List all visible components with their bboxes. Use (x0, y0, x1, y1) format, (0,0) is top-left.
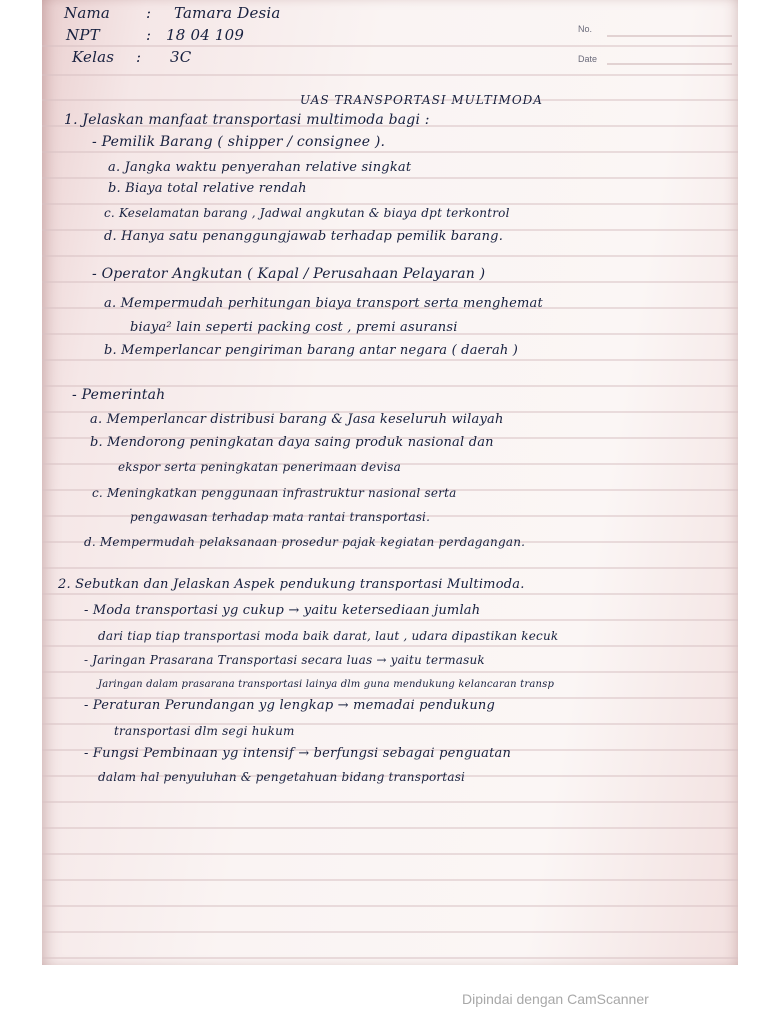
answer-line: c. Meningkatkan penggunaan infrastruktur nasional serta (92, 486, 457, 500)
answer-line: dari tiap tiap transportasi moda baik darat, laut , udara dipastikan kecuk (98, 629, 559, 643)
answer-line: - Moda transportasi yg cukup → yaitu ketersediaan jumlah (84, 603, 481, 618)
answer-line: dalam hal penyuluhan & pengetahuan bidang transportasi (98, 770, 466, 784)
answer-line: Jaringan dalam prasarana transportasi lainya dlm guna mendukung kelancaran transp (98, 679, 555, 690)
npt-label: NPT (66, 26, 100, 44)
answer-line: biaya² lain seperti packing cost , premi asuransi (130, 320, 458, 335)
nama-value: Tamara Desia (174, 4, 281, 22)
kelas-label: Kelas (72, 48, 115, 66)
answer-line: c. Keselamatan barang , Jadwal angkutan & biaya dpt terkontrol (104, 206, 510, 220)
scanner-watermark: Dipindai dengan CamScanner (462, 991, 649, 1007)
answer-line: transportasi dlm segi hukum (114, 724, 295, 738)
kelas-value: 3C (170, 48, 192, 66)
no-label: No. (578, 24, 593, 34)
date-label: Date (578, 54, 598, 64)
page-title: UAS TRANSPORTASI MULTIMODA (300, 93, 543, 107)
question-1: 1. Jelaskan manfaat transportasi multimoda bagi : (64, 112, 430, 128)
answer-line: - Jaringan Prasarana Transportasi secara luas → yaitu termasuk (84, 653, 485, 667)
answer-line: b. Memperlancar pengiriman barang antar negara ( daerah ) (104, 343, 519, 358)
npt-separator: : (146, 26, 152, 44)
answer-line: - Fungsi Pembinaan yg intensif → berfungsi sebagai penguatan (84, 746, 512, 761)
answer-line: d. Hanya satu penanggungjawab terhadap pemilik barang. (104, 229, 504, 244)
notebook-page (42, 0, 738, 965)
kelas-separator: : (136, 48, 142, 66)
npt-value: 18 04 109 (166, 26, 245, 44)
answer-line: - Pemerintah (72, 387, 166, 403)
answer-line: - Pemilik Barang ( shipper / consignee ). (92, 134, 386, 150)
answer-line: a. Mempermudah perhitungan biaya transport serta menghemat (104, 296, 543, 311)
answer-line: - Operator Angkutan ( Kapal / Perusahaan Pelayaran ) (92, 266, 486, 282)
question-2: 2. Sebutkan dan Jelaskan Aspek pendukung transportasi Multimoda. (58, 577, 525, 592)
answer-line: b. Biaya total relative rendah (108, 181, 307, 196)
answer-line: pengawasan terhadap mata rantai transportasi. (130, 510, 431, 524)
nama-separator: : (146, 4, 152, 22)
answer-line: a. Memperlancar distribusi barang & Jasa keseluruh wilayah (90, 412, 504, 427)
answer-line: - Peraturan Perundangan yg lengkap → memadai pendukung (84, 698, 495, 713)
answer-line: a. Jangka waktu penyerahan relative singkat (108, 160, 412, 175)
answer-line: ekspor serta peningkatan penerimaan devisa (118, 460, 402, 474)
answer-line: d. Mempermudah pelaksanaan prosedur pajak kegiatan perdagangan. (84, 535, 526, 549)
answer-line: b. Mendorong peningkatan daya saing produk nasional dan (90, 435, 494, 450)
nama-label: Nama (64, 4, 111, 22)
